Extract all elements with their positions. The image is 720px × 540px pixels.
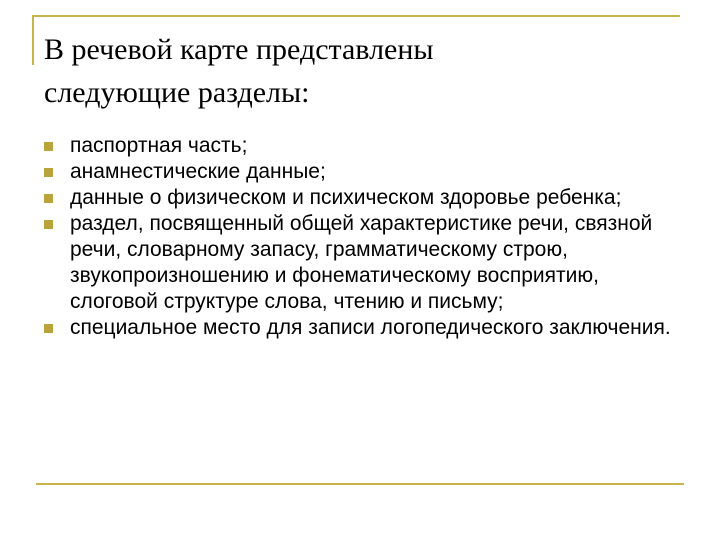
list-item-text: раздел, посвященный общей характеристике речи, связной речи, словарному запасу, грамматическому строю, звукопроизношению и фонематическому восприятию, слоговой структуре слова, чтению и письму;	[70, 212, 653, 313]
list-item	[44, 211, 680, 315]
sections-list	[44, 133, 680, 341]
list-item	[44, 185, 680, 211]
square-bullet-icon	[44, 142, 53, 151]
top-decorative-rule	[32, 15, 680, 17]
list-item	[44, 159, 680, 185]
square-bullet-icon	[44, 168, 53, 177]
bottom-decorative-rule	[36, 483, 684, 485]
list-item-text: данные о физическом и психическом здоровье ребенка;	[70, 186, 622, 209]
list-item-text: паспортная часть;	[70, 134, 248, 157]
left-decorative-rule	[32, 15, 34, 65]
list-item	[44, 315, 680, 341]
square-bullet-icon	[44, 194, 53, 203]
slide-title-line: В речевой карте представлены	[44, 33, 434, 66]
square-bullet-icon	[44, 220, 53, 229]
list-item-text: специальное место для записи логопедического заключения.	[70, 316, 671, 339]
list-item	[44, 133, 680, 159]
slide-title-line: следующие разделы:	[44, 76, 310, 109]
list-item-text: анамнестические данные;	[70, 160, 326, 183]
slide-title	[44, 28, 684, 114]
square-bullet-icon	[44, 324, 53, 333]
